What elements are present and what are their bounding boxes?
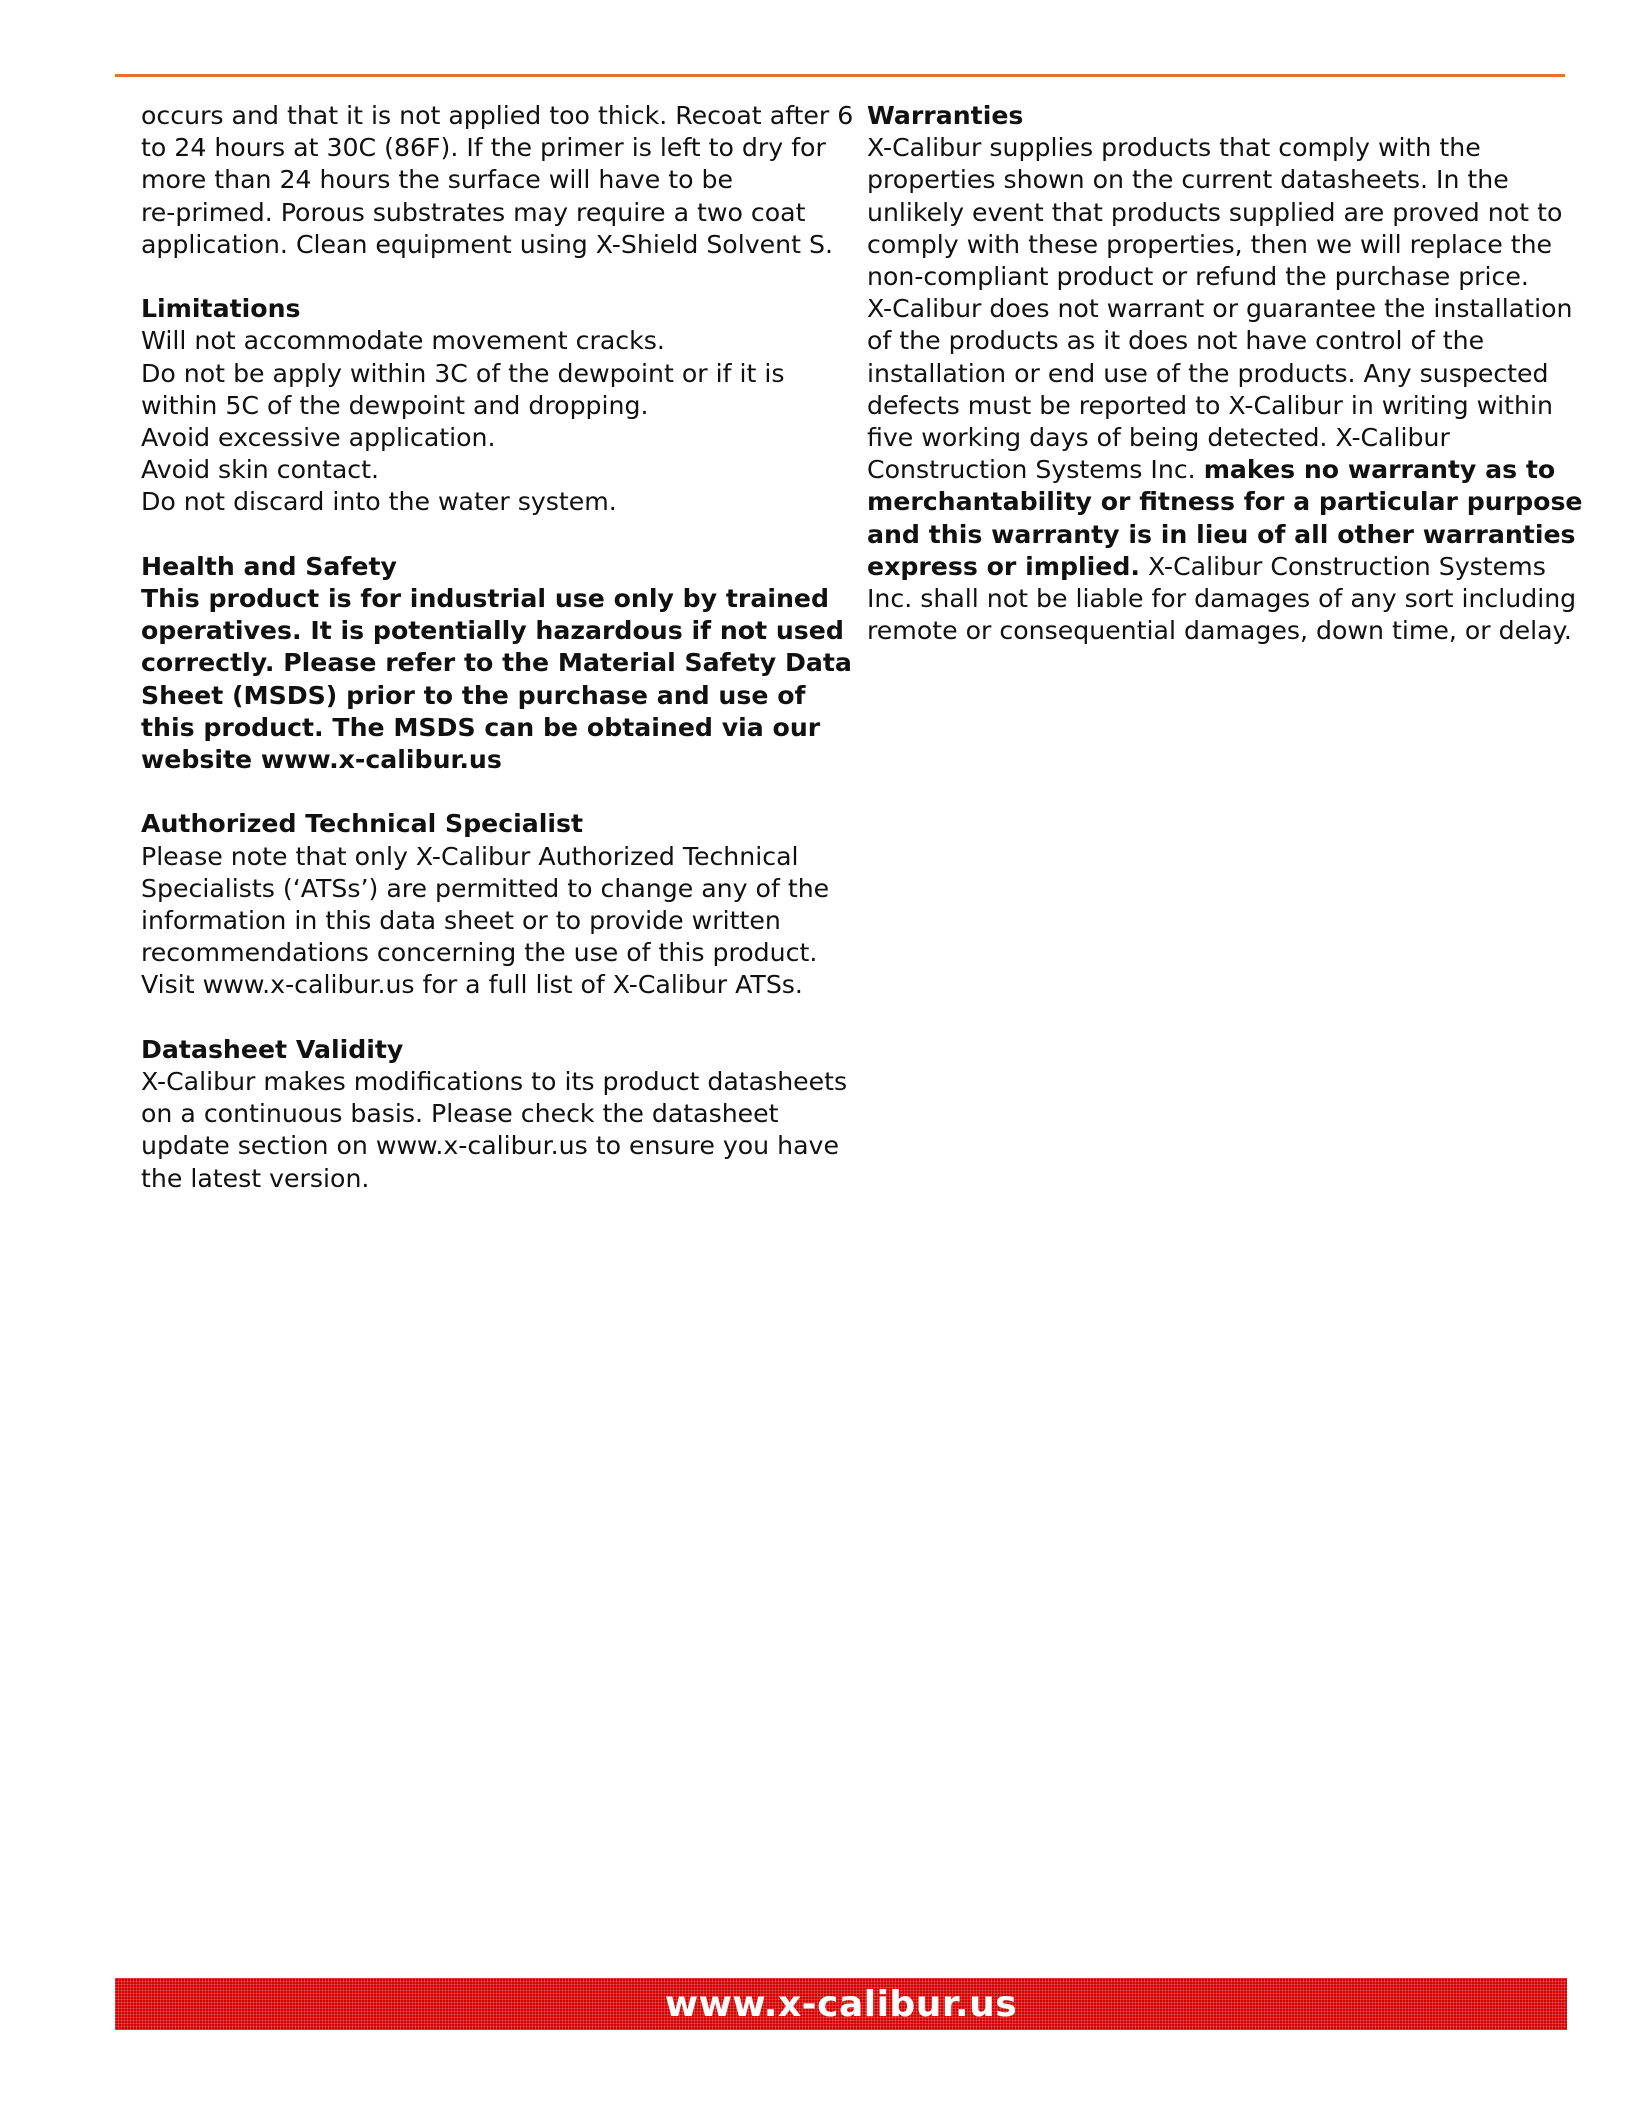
text-line: Will not accommodate movement cracks. (141, 326, 665, 356)
text-line: properties shown on the current datasheets. In the (867, 165, 1509, 195)
health-safety-section (141, 551, 852, 776)
text-line: of the products as it does not have control of the (867, 326, 1485, 356)
text-fragment: X-Calibur Construction Systems (1139, 551, 1546, 581)
text-line: re-primed. Porous substrates may require a two coat (141, 197, 806, 227)
text-line: unlikely event that products supplied are proved not to (867, 197, 1563, 227)
text-line: update section on www.x-calibur.us to ensure you have (141, 1131, 839, 1161)
text-line: remote or consequential damages, down time, or delay. (867, 616, 1572, 646)
text-line (867, 551, 1557, 583)
text-line: non-compliant product or refund the purchase price. (867, 262, 1529, 292)
text-line: Do not be apply within 3C of the dewpoint or if it is (141, 358, 785, 388)
text-line: on a continuous basis. Please check the datasheet (141, 1099, 779, 1129)
text-fragment: Construction Systems Inc. (867, 455, 1204, 485)
text-line: Specialists (‘ATSs’) are permitted to change any of the (141, 873, 830, 903)
text-line: Avoid excessive application. (141, 423, 496, 453)
text-line: Avoid skin contact. (141, 455, 380, 485)
text-line: Visit www.x-calibur.us for a full list of X-Calibur ATSs. (141, 970, 803, 1000)
text-line: this product. The MSDS can be obtained via our (141, 712, 821, 742)
text-line: comply with these properties, then we will replace the (867, 229, 1553, 259)
text-line: the latest version. (141, 1163, 370, 1193)
disclaimer-bold-line: merchantability or fitness for a particular purpose (867, 487, 1583, 517)
text-line: recommendations concerning the use of this product. (141, 938, 818, 968)
limitations-heading: Limitations (141, 294, 301, 324)
text-line: defects must be reported to X-Calibur in writing within (867, 390, 1553, 420)
text-line: X-Calibur supplies products that comply with the (867, 133, 1481, 163)
right-column (867, 100, 1583, 680)
text-line: Please note that only X-Calibur Authorized Technical (141, 841, 799, 871)
text-line: Do not discard into the water system. (141, 487, 617, 517)
warranties-section (867, 100, 1583, 647)
text-line: more than 24 hours the surface will have to be (141, 165, 733, 195)
limitations-section (141, 293, 821, 518)
top-divider-rule (115, 74, 1565, 77)
text-line: correctly. Please refer to the Material Safety Data (141, 648, 852, 678)
warranties-heading: Warranties (867, 101, 1024, 130)
text-line: X-Calibur does not warrant or guarantee the installation (867, 294, 1573, 324)
text-line: website www.x-calibur.us (141, 745, 502, 775)
text-line: occurs and that it is not applied too thick. Recoat after 6 (141, 101, 854, 130)
application-continued-section (141, 100, 854, 261)
footer-website-link[interactable]: www.x-calibur.us (664, 1983, 1018, 2025)
footer-bar (115, 1978, 1567, 2030)
ats-section (141, 808, 830, 1001)
text-line: within 5C of the dewpoint and dropping. (141, 390, 649, 420)
disclaimer-bold-line: and this warranty is in lieu of all other warranties (867, 519, 1576, 549)
datasheet-validity-heading: Datasheet Validity (141, 1034, 404, 1064)
left-column (141, 100, 854, 1227)
datasheet-validity-section (141, 1034, 848, 1195)
text-line: to 24 hours at 30C (86F). If the primer is left to dry for (141, 133, 826, 163)
text-line: installation or end use of the products. Any suspected (867, 358, 1549, 388)
text-line (867, 454, 1557, 486)
text-line: X-Calibur makes modifications to its product datasheets (141, 1067, 848, 1097)
disclaimer-bold-fragment: makes no warranty as to (1203, 455, 1556, 485)
disclaimer-bold-fragment: express or implied. (867, 551, 1140, 581)
text-line: application. Clean equipment using X-Shield Solvent S. (141, 229, 833, 259)
text-line: information in this data sheet or to provide written (141, 906, 781, 936)
text-line: operatives. It is potentially hazardous if not used (141, 616, 844, 646)
text-line: This product is for industrial use only by trained (141, 584, 830, 614)
ats-heading: Authorized Technical Specialist (141, 809, 584, 839)
text-line: Inc. shall not be liable for damages of any sort including (867, 584, 1577, 614)
text-line: Sheet (MSDS) prior to the purchase and use of (141, 680, 806, 710)
health-safety-heading: Health and Safety (141, 551, 397, 581)
text-line: five working days of being detected. X-Calibur (867, 423, 1450, 453)
